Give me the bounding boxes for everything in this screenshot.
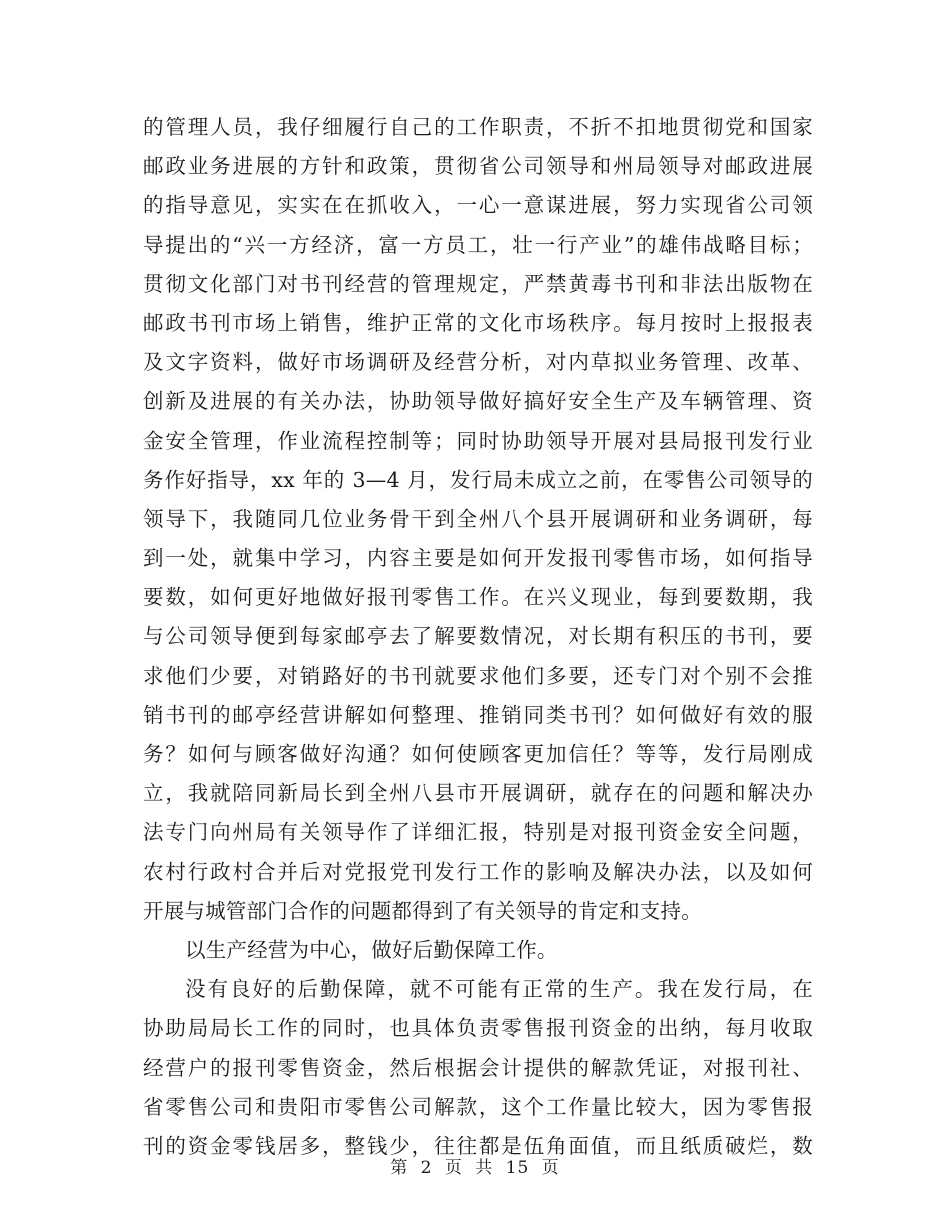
text-line: 以生产经营为中心，做好后勤保障工作。 bbox=[185, 937, 558, 962]
text-line: 到一处，就集中学习，内容主要是如何开发报刊零售市场，如何指导 bbox=[143, 546, 813, 571]
text-line: 求他们少要，对销路好的书刊就要求他们多要，还专门对个别不会推 bbox=[143, 663, 813, 688]
page-number-footer: 第 2 页 共 15 页 bbox=[390, 1158, 560, 1178]
text-line: 领导下，我随同几位业务骨干到全州八个县开展调研和业务调研，每 bbox=[143, 506, 813, 531]
text-line: 立，我就陪同新局长到全州八县市开展调研，就存在的问题和解决办 bbox=[143, 781, 813, 806]
text-line: 法专门向州局有关领导作了详细汇报，特别是对报刊资金安全问题， bbox=[143, 820, 813, 845]
text-line: 农村行政村合并后对党报党刊发行工作的影响及解决办法，以及如何 bbox=[143, 859, 813, 884]
text-line: 邮政业务进展的方针和政策，贯彻省公司领导和州局领导对邮政进展 bbox=[143, 154, 813, 179]
text-line: 金安全管理，作业流程控制等；同时协助领导开展对县局报刊发行业 bbox=[143, 428, 813, 453]
text-line: 创新及进展的有关办法，协助领导做好搞好安全生产及车辆管理、资 bbox=[143, 389, 813, 414]
text-line: 与公司领导便到每家邮亭去了解要数情况，对长期有积压的书刊，要 bbox=[143, 624, 813, 649]
text-line: 销书刊的邮亭经营讲解如何整理、推销同类书刊？如何做好有效的服 bbox=[143, 702, 813, 727]
text-line: 邮政书刊市场上销售，维护正常的文化市场秩序。每月按时上报报表 bbox=[143, 310, 813, 335]
text-line: 的指导意见，实实在在抓收入，一心一意谋进展，努力实现省公司领 bbox=[143, 193, 813, 218]
text-line: 没有良好的后勤保障，就不可能有正常的生产。我在发行局，在 bbox=[185, 977, 813, 1002]
text-line: 开展与城管部门合作的问题都得到了有关领导的肯定和支持。 bbox=[143, 898, 702, 923]
text-line: 经营户的报刊零售资金，然后根据会计提供的解款凭证，对报刊社、 bbox=[143, 1055, 813, 1080]
text-line: 协助局局长工作的同时，也具体负责零售报刊资金的出纳，每月收取 bbox=[143, 1016, 813, 1041]
text-line: 务作好指导，xx 年的 3—4 月，发行局未成立之前，在零售公司领导的 bbox=[143, 467, 813, 492]
text-line: 及文字资料，做好市场调研及经营分析，对内草拟业务管理、改革、 bbox=[143, 350, 813, 375]
text-line: 务？如何与顾客做好沟通？如何使顾客更加信任？等等，发行局刚成 bbox=[143, 742, 813, 766]
text-line: 要数，如何更好地做好报刊零售工作。在兴义现业，每到要数期，我 bbox=[143, 585, 813, 610]
text-line: 省零售公司和贵阳市零售公司解款，这个工作量比较大，因为零售报 bbox=[143, 1094, 813, 1119]
text-line: 导提出的“兴一方经济，富一方员工，壮一行产业”的雄伟战略目标； bbox=[143, 232, 813, 257]
text-line: 贯彻文化部门对书刊经营的管理规定，严禁黄毒书刊和非法出版物在 bbox=[143, 271, 813, 296]
body-text bbox=[143, 108, 813, 1166]
text-line: 的管理人员，我仔细履行自己的工作职责，不折不扣地贯彻党和国家 bbox=[143, 115, 813, 139]
text-line: 刊的资金零钱居多，整钱少，往往都是伍角面值，而且纸质破烂，数 bbox=[143, 1133, 813, 1158]
